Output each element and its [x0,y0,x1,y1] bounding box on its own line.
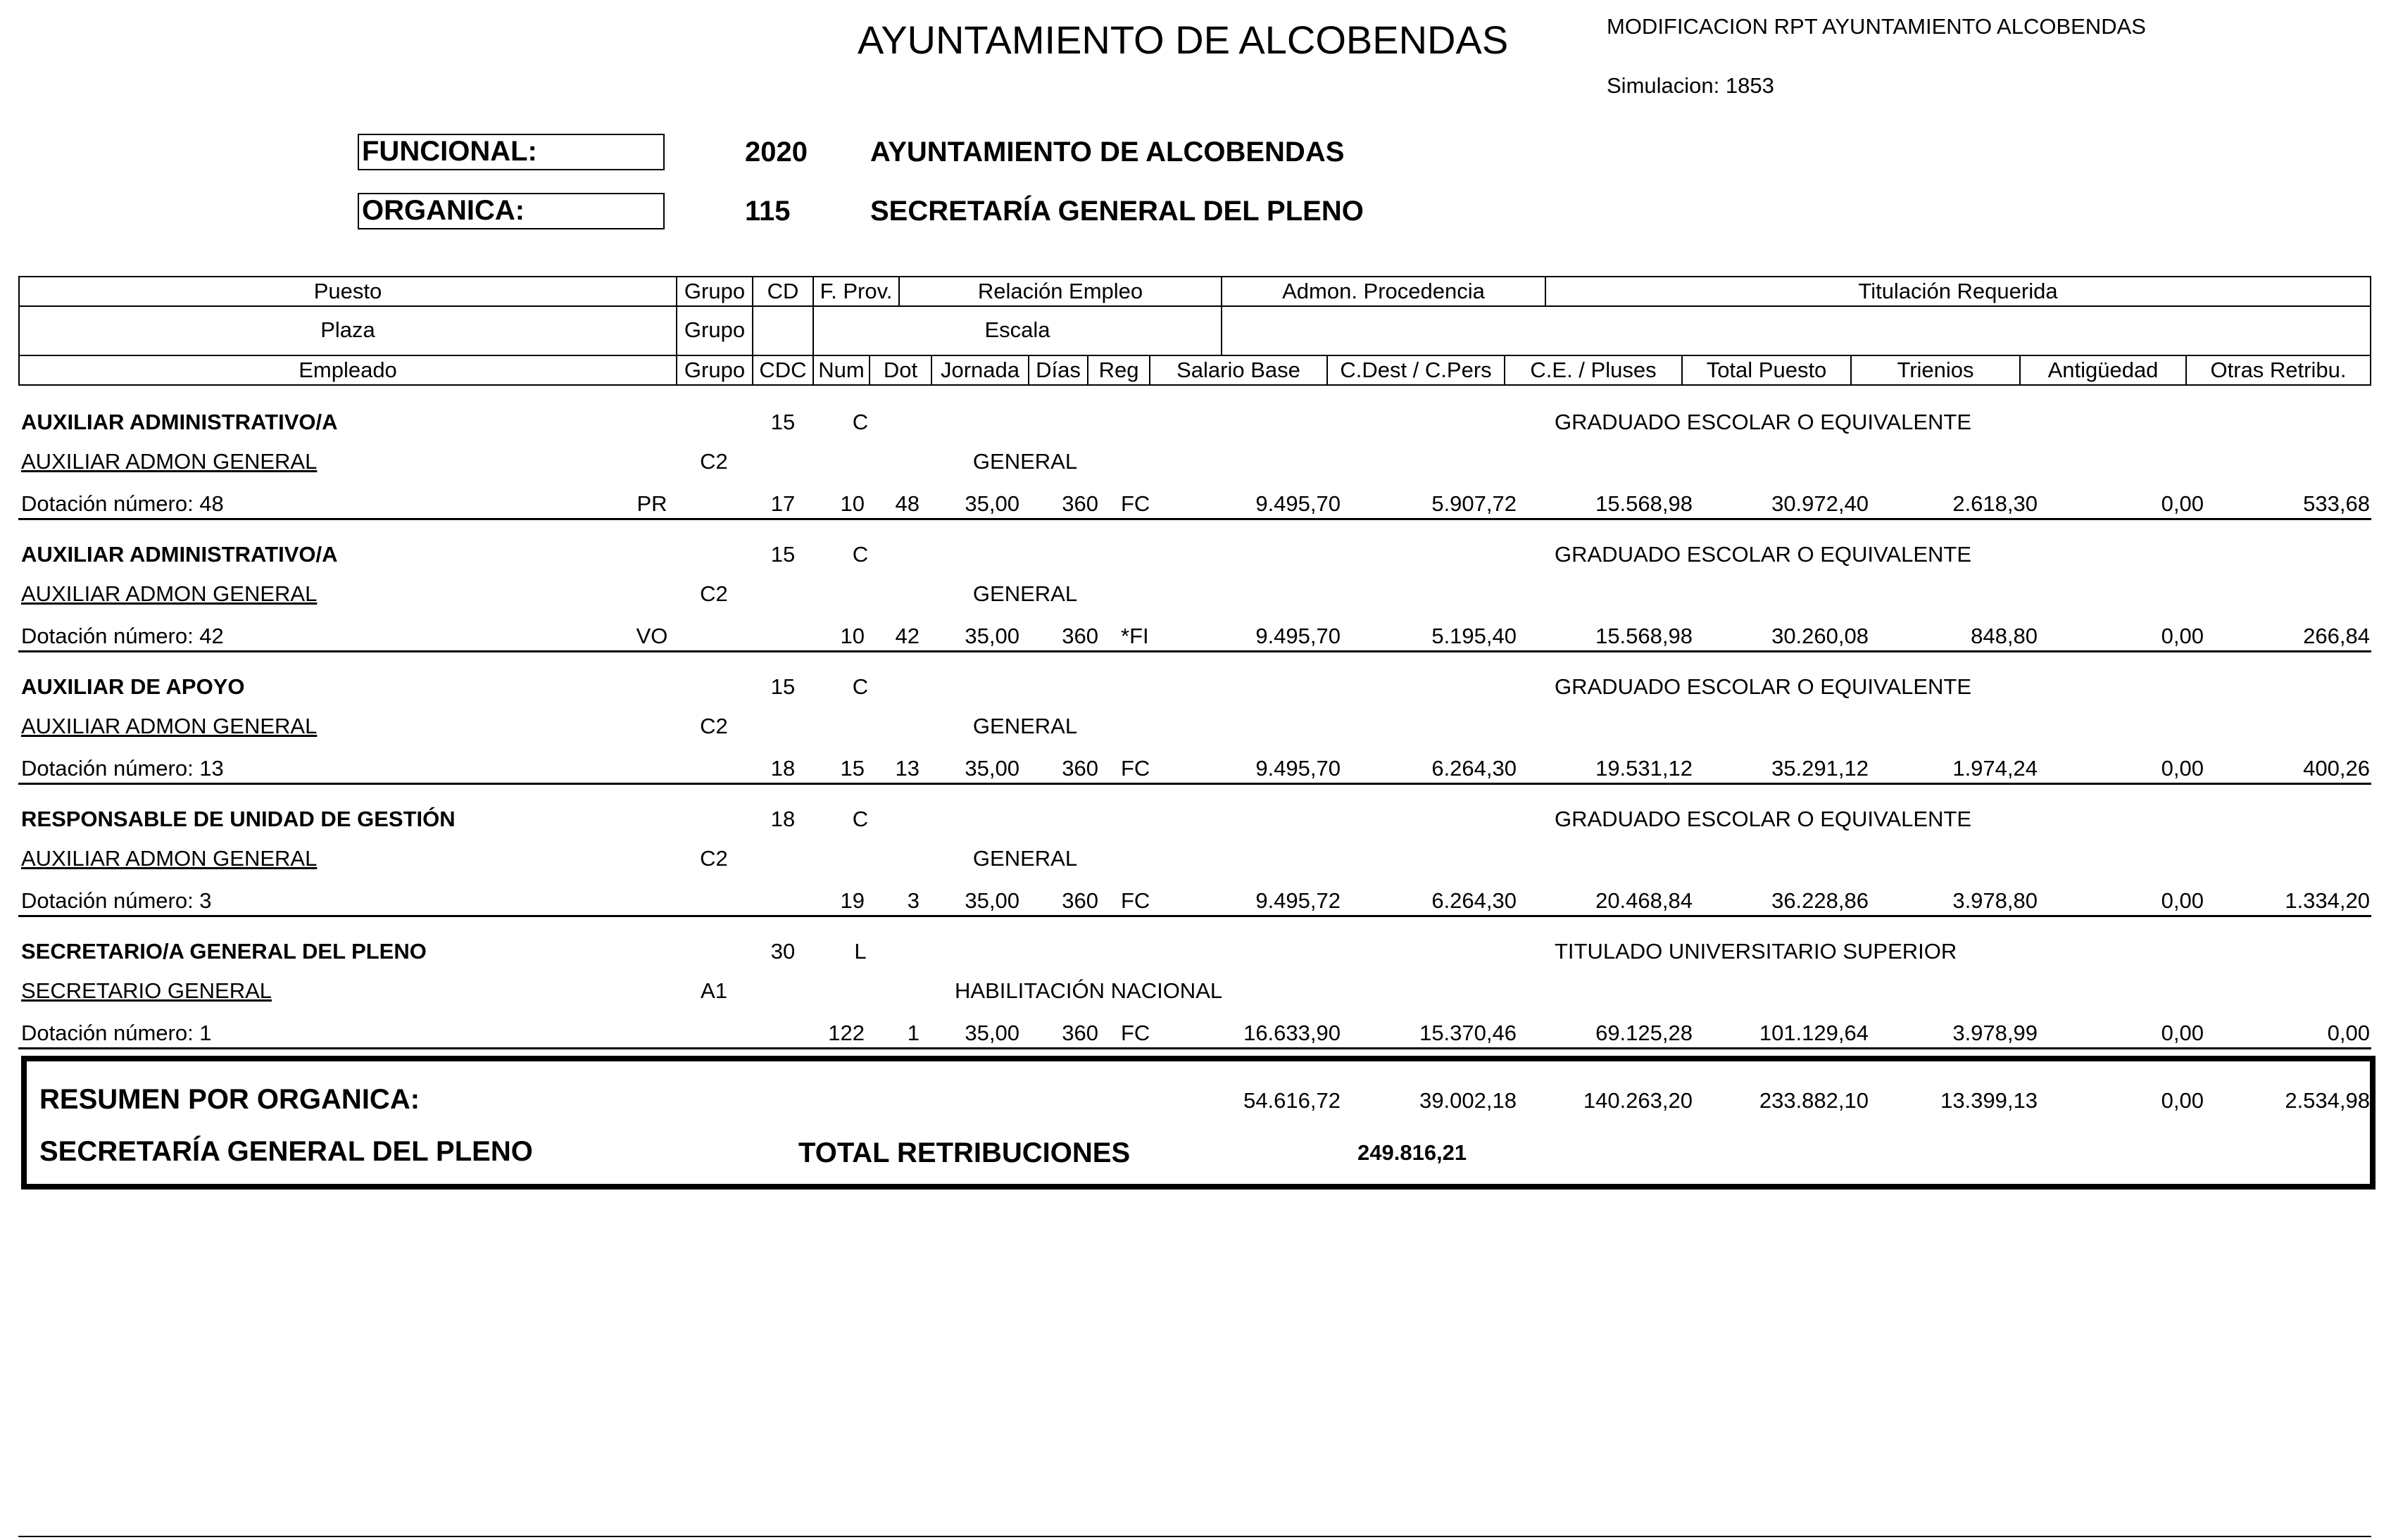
report-subtitle: MODIFICACION RPT AYUNTAMIENTO ALCOBENDAS [1607,14,2146,39]
table-header-row-2 [18,305,2371,356]
funcional-code: 2020 [745,137,808,168]
entry-grupo: C2 [700,846,728,871]
header-titulacion: Titulación Requerida [1545,277,2370,305]
entry-dias: 360 [1062,1021,1098,1045]
entry-plaza: SECRETARIO GENERAL [21,978,272,1003]
entry-plaza: AUXILIAR ADMON GENERAL [21,449,318,474]
header-jornada: Jornada [931,356,1028,384]
summary-otras: 2.534,98 [2285,1088,2370,1113]
entry-dias: 360 [1062,491,1098,516]
entry-ce: 69.125,28 [1595,1021,1693,1045]
header-grupo: Grupo [676,277,752,305]
summary-ce: 140.263,20 [1583,1088,1693,1113]
header-empty [1221,305,2370,355]
entry-grupo: C2 [700,714,728,738]
header-puesto: Puesto [313,279,382,303]
entry-cd: 15 [770,410,796,434]
header-antiguedad: Antigüedad [2019,356,2185,384]
entry-titulacion: GRADUADO ESCOLAR O EQUIVALENTE [1555,674,1971,699]
entry-trienios: 2.618,30 [1952,491,2038,516]
entry-escala: GENERAL [972,714,1078,738]
entry-otras: 0,00 [2327,1021,2370,1045]
entry-puesto: AUXILIAR DE APOYO [21,674,245,699]
entry-salario: 9.495,70 [1255,756,1341,781]
entry-escala: GENERAL [972,581,1078,606]
header-otras-retribu: Otras Retribu. [2185,356,2370,384]
entry-divider [18,783,2371,785]
entry-ce: 15.568,98 [1595,491,1693,516]
page-title: AYUNTAMIENTO DE ALCOBENDAS [858,18,1509,62]
entry-ce: 20.468,84 [1595,888,1693,913]
header-num: Num [812,356,869,384]
summary-total: 233.882,10 [1759,1088,1869,1113]
entry-cdc: 17 [770,491,796,516]
organica-name: SECRETARÍA GENERAL DEL PLENO [870,196,1364,227]
header-trienios: Trienios [1850,356,2019,384]
total-retribuciones-value: 249.816,21 [1357,1140,1467,1165]
summary-cdest: 39.002,18 [1419,1088,1517,1113]
entry-trienios: 3.978,99 [1952,1021,2038,1045]
entry-dot: 42 [895,624,920,648]
entry-dotacion: Dotación número: 48 [21,491,224,516]
entry-grupo: A1 [701,978,727,1003]
header-escala: Escala [812,305,1221,355]
header-grupo-2: Grupo [676,305,752,355]
entry-puesto: RESPONSABLE DE UNIDAD DE GESTIÓN [21,807,456,831]
entry-reg: *FI [1121,624,1149,648]
entry-num: 10 [840,624,865,648]
entry-cd: 30 [770,939,796,964]
header-reg: Reg [1087,356,1149,384]
entry-escala: HABILITACIÓN NACIONAL [955,978,1223,1003]
table-header-row-1 [18,276,2371,307]
footer-divider [18,1536,2371,1537]
entry-jornada: 35,00 [965,1021,1019,1045]
total-retribuciones-label: TOTAL RETRIBUCIONES [798,1137,1131,1168]
entry-dot: 3 [907,888,920,913]
header-cdc: CDC [752,356,812,384]
header-admon-procedencia: Admon. Procedencia [1221,277,1545,305]
entry-num: 10 [840,491,865,516]
funcional-name: AYUNTAMIENTO DE ALCOBENDAS [870,137,1345,168]
entry-cdest: 15.370,46 [1419,1021,1517,1045]
entry-cdest: 6.264,30 [1431,756,1517,781]
entry-total: 101.129,64 [1759,1021,1869,1045]
entry-plaza: AUXILIAR ADMON GENERAL [21,846,318,871]
entry-reg: FC [1121,888,1150,913]
entry-total: 35.291,12 [1771,756,1869,781]
entry-otras: 1.334,20 [2285,888,2370,913]
header-empleado: Empleado [299,358,397,382]
funcional-label: FUNCIONAL: [358,134,665,170]
summary-trienios: 13.399,13 [1940,1088,2038,1113]
entry-grupo: C2 [700,581,728,606]
entry-salario: 16.633,90 [1243,1021,1341,1045]
entry-puesto: AUXILIAR ADMINISTRATIVO/A [21,542,338,567]
header-empty-cd [752,305,812,355]
summary-box [21,1056,2376,1189]
entry-dot: 1 [907,1021,920,1045]
header-ce: C.E. / Pluses [1504,356,1681,384]
entry-ce: 19.531,12 [1595,756,1693,781]
entry-antiguedad: 0,00 [2161,888,2204,913]
entry-otras: 266,84 [2303,624,2370,648]
entry-ce: 15.568,98 [1595,624,1693,648]
entry-dias: 360 [1062,888,1098,913]
entry-cd: 18 [770,807,796,831]
entry-jornada: 35,00 [965,624,1019,648]
entry-antiguedad: 0,00 [2161,624,2204,648]
entry-fprov: C [852,807,869,831]
entry-cd: 15 [770,674,796,699]
entry-dot: 13 [895,756,920,781]
entry-antiguedad: 0,00 [2161,756,2204,781]
entry-puesto: SECRETARIO/A GENERAL DEL PLENO [21,939,427,964]
entry-titulacion: GRADUADO ESCOLAR O EQUIVALENTE [1555,542,1971,567]
header-cdest: C.Dest / C.Pers [1326,356,1504,384]
header-dot: Dot [869,356,931,384]
entry-jornada: 35,00 [965,756,1019,781]
entry-plaza: AUXILIAR ADMON GENERAL [21,714,318,738]
entry-escala: GENERAL [972,846,1078,871]
entry-relacion: VO [636,624,668,648]
entry-cdc: 18 [770,756,796,781]
entry-titulacion: TITULADO UNIVERSITARIO SUPERIOR [1555,939,1957,964]
entry-plaza: AUXILIAR ADMON GENERAL [21,581,318,606]
entry-divider [18,915,2371,917]
entry-reg: FC [1121,491,1150,516]
organica-label: ORGANICA: [358,193,665,229]
summary-name: SECRETARÍA GENERAL DEL PLENO [39,1136,533,1167]
entry-cd: 15 [770,542,796,567]
entry-fprov: L [854,939,867,964]
entry-titulacion: GRADUADO ESCOLAR O EQUIVALENTE [1555,807,1971,831]
entry-num: 19 [840,888,865,913]
entry-num: 15 [840,756,865,781]
simulation-number: Simulacion: 1853 [1607,73,1774,98]
entry-dot: 48 [895,491,920,516]
entry-dias: 360 [1062,624,1098,648]
entry-grupo: C2 [700,449,728,474]
header-dias: Días [1028,356,1087,384]
summary-salario: 54.616,72 [1243,1088,1341,1113]
entry-otras: 533,68 [2303,491,2370,516]
entry-dotacion: Dotación número: 1 [21,1021,212,1045]
entry-antiguedad: 0,00 [2161,1021,2204,1045]
header-cd: CD [752,277,812,305]
entry-otras: 400,26 [2303,756,2370,781]
entry-reg: FC [1121,1021,1150,1045]
summary-antiguedad: 0,00 [2161,1088,2204,1113]
summary-label: RESUMEN POR ORGANICA: [39,1084,420,1115]
entry-fprov: C [852,542,869,567]
entry-puesto: AUXILIAR ADMINISTRATIVO/A [21,410,338,434]
entry-fprov: C [852,674,869,699]
entry-salario: 9.495,70 [1255,624,1341,648]
header-fprov: F. Prov. [812,277,898,305]
organica-code: 115 [745,196,791,227]
entry-dias: 360 [1062,756,1098,781]
entry-relacion: PR [636,491,667,516]
entry-trienios: 848,80 [1971,624,2038,648]
header-salario-base: Salario Base [1149,356,1326,384]
entry-cdest: 6.264,30 [1431,888,1517,913]
entry-dotacion: Dotación número: 13 [21,756,224,781]
entry-salario: 9.495,70 [1255,491,1341,516]
entry-dotacion: Dotación número: 42 [21,624,224,648]
entry-cdest: 5.907,72 [1431,491,1517,516]
entry-jornada: 35,00 [965,491,1019,516]
entry-cdest: 5.195,40 [1431,624,1517,648]
table-header-row-3 [18,355,2371,386]
entry-escala: GENERAL [972,449,1078,474]
header-total-puesto: Total Puesto [1681,356,1850,384]
entry-divider [18,1047,2371,1049]
entry-trienios: 1.974,24 [1952,756,2038,781]
header-grupo-3: Grupo [676,356,752,384]
entry-fprov: C [852,410,869,434]
entry-trienios: 3.978,80 [1952,888,2038,913]
entry-total: 30.260,08 [1771,624,1869,648]
entry-reg: FC [1121,756,1150,781]
entry-antiguedad: 0,00 [2161,491,2204,516]
header-plaza: Plaza [320,317,375,342]
entry-total: 30.972,40 [1771,491,1869,516]
entry-titulacion: GRADUADO ESCOLAR O EQUIVALENTE [1555,410,1971,434]
entry-num: 122 [828,1021,865,1045]
entry-divider [18,650,2371,652]
entry-total: 36.228,86 [1771,888,1869,913]
entry-salario: 9.495,72 [1255,888,1341,913]
entry-jornada: 35,00 [965,888,1019,913]
header-relacion-empleo: Relación Empleo [898,277,1221,305]
entry-dotacion: Dotación número: 3 [21,888,212,913]
entry-divider [18,518,2371,520]
